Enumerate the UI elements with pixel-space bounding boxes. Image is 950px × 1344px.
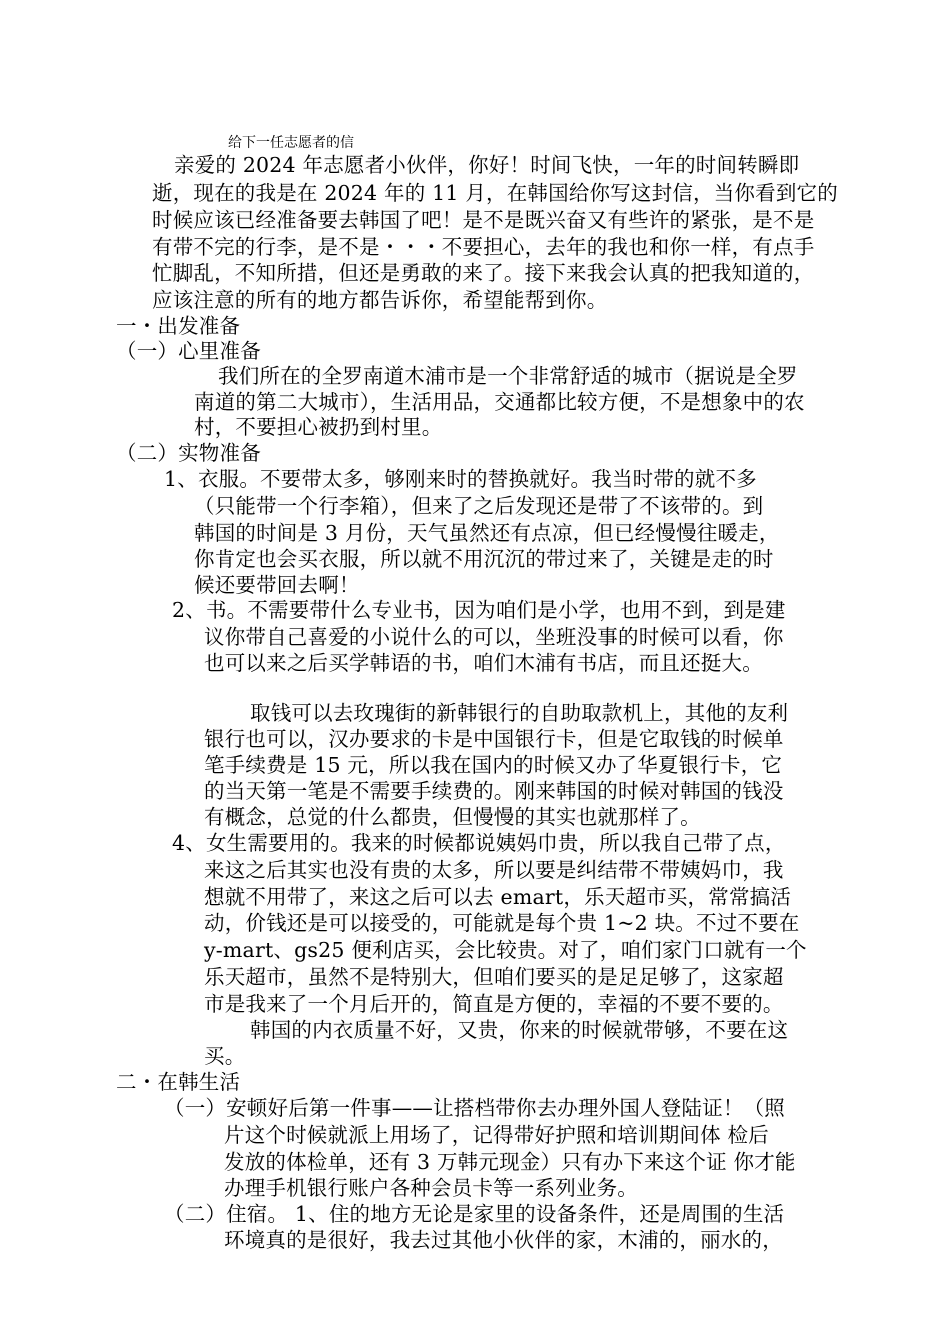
paragraph-line: 取钱可以去玫瑰街的新韩银行的自助取款机上，其他的友利 (250, 701, 789, 725)
list-item-line: 你肯定也会买衣服，所以就不用沉沉的带过来了，关键是走的时 (194, 547, 774, 571)
paragraph-line: 逝，现在的我是在 2024 年的 11 月，在韩国给你写这封信，当你看到它的 (152, 181, 838, 205)
list-item-line: 候还要带回去啊！ (194, 573, 360, 597)
subsection-heading: （二）实物准备 (116, 441, 261, 465)
list-item-line: （只能带一个行李箱），但来了之后发现还是带了不该带的。到 (194, 494, 764, 518)
list-item-line: 议你带自己喜爱的小说什么的可以，坐班没事的时候可以看，你 (204, 625, 784, 649)
section-heading: 二・在韩生活 (116, 1070, 241, 1094)
list-item-line: 来这之后其实也没有贵的太多，所以要是纠结带不带姨妈巾，我 (204, 858, 784, 882)
paragraph-line: 亲爱的 2024 年志愿者小伙伴，你好！时间飞快，一年的时间转瞬即 (174, 153, 800, 177)
paragraph-line: 买。 (204, 1044, 246, 1068)
paragraph-line: 我们所在的全罗南道木浦市是一个非常舒适的城市（据说是全罗 (218, 364, 798, 388)
list-item-line: （一）安顿好后第一件事——让搭档带你去办理外国人登陆证！（照 (164, 1096, 785, 1120)
list-item-line: y-mart、gs25 便利店买，会比较贵。对了，咱们家门口就有一个 (204, 938, 807, 962)
list-item-line: 片这个时候就派上用场了，记得带好护照和培训期间体 检后 (224, 1123, 769, 1147)
paragraph-line: 时候应该已经准备要去韩国了吧！是不是既兴奋又有些许的紧张，是不是 (152, 208, 815, 232)
section-heading: 一・出发准备 (116, 314, 241, 338)
paragraph-line: 有带不完的行李，是不是・・・不要担心，去年的我也和你一样，有点手 (152, 235, 815, 259)
paragraph-line: 忙脚乱，不知所措，但还是勇敢的来了。接下来我会认真的把我知道的， (152, 261, 815, 285)
list-item-line: 想就不用带了，来这之后可以去 emart，乐天超市买，常常搞活 (204, 885, 792, 909)
paragraph-line: 应该注意的所有的地方都告诉你，希望能帮到你。 (152, 288, 608, 312)
paragraph-line: 笔手续费是 15 元，所以我在国内的时候又办了华夏银行卡，它 (204, 753, 783, 777)
list-item-line: 办理手机银行账户各种会员卡等一系列业务。 (224, 1176, 638, 1200)
paragraph-line: 有概念，总觉的什么都贵，但慢慢的其实也就那样了。 (204, 805, 701, 829)
paragraph-line: 南道的第二大城市），生活用品，交通都比较方便，不是想象中的农 (194, 390, 805, 414)
paragraph-line: 韩国的内衣质量不好，又贵，你来的时候就带够，不要在这 (250, 1018, 789, 1042)
subsection-heading: （一）心里准备 (116, 339, 261, 363)
list-item-line: 发放的体检单，还有 3 万韩元现金）只有办下来这个证 你才能 (224, 1150, 796, 1174)
list-item-line: 1、衣服。不要带太多，够刚来时的替换就好。我当时带的就不多 (164, 467, 757, 491)
list-item-line: 环境真的是很好，我去过其他小伙伴的家，木浦的，丽水的， (224, 1228, 783, 1252)
list-item-line: （二）住宿。 1、住的地方无论是家里的设备条件，还是周围的生活 (164, 1202, 785, 1226)
list-item-line: 也可以来之后买学韩语的书，咱们木浦有书店，而且还挺大。 (204, 651, 763, 675)
paragraph-line: 银行也可以，汉办要求的卡是中国银行卡，但是它取钱的时候单 (204, 727, 784, 751)
paragraph-line: 的当天第一笔是不需要手续费的。刚来韩国的时候对韩国的钱没 (204, 779, 784, 803)
list-item-line: 动，价钱还是可以接受的，可能就是每个贵 1~2 块。不过不要在 (204, 911, 800, 935)
paragraph-line: 村，不要担心被扔到村里。 (194, 415, 443, 439)
letter-title: 给下一任志愿者的信 (228, 135, 354, 151)
list-item-line: 乐天超市，虽然不是特别大，但咱们要买的是足足够了，这家超 (204, 965, 784, 989)
list-item-line: 4、女生需要用的。我来的时候都说姨妈巾贵，所以我自己带了点， (172, 831, 786, 855)
list-item-line: 韩国的时间是 3 月份，天气虽然还有点凉，但已经慢慢往暖走， (194, 521, 780, 545)
list-item-line: 2、书。不需要带什么专业书，因为咱们是小学，也用不到，到是建 (172, 598, 786, 622)
list-item-line: 市是我来了一个月后开的，简直是方便的，幸福的不要不要的。 (204, 992, 784, 1016)
